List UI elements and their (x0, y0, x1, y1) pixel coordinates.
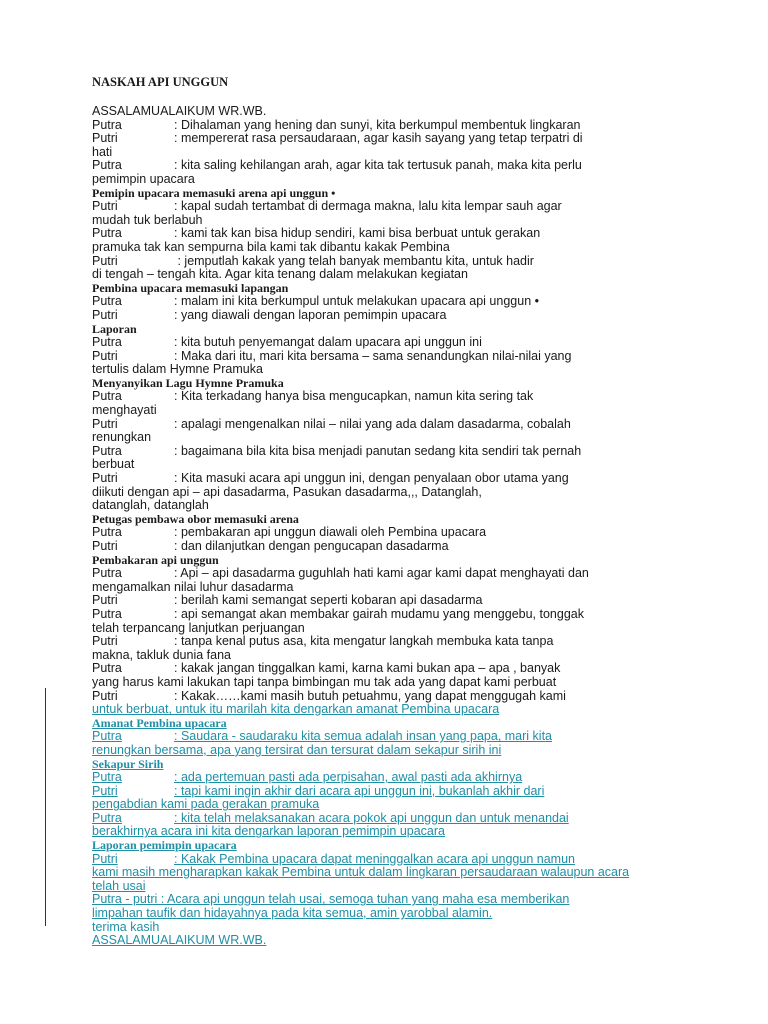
section-heading: Pemipin upacara memasuki arena api unggun • (92, 185, 336, 200)
line-text: : tapi kami ingin akhir dari acara api unggun ini, bukanlah akhir dari (174, 783, 545, 798)
line-text: : berilah kami semangat seperti kobaran api dasadarma (174, 593, 483, 608)
continuation-line (92, 214, 732, 228)
speaker-label: Putri (92, 348, 118, 363)
continuation-line (92, 676, 732, 690)
continuation-line (92, 934, 732, 948)
continuation-line (92, 241, 732, 255)
line-text: pemimpin upacara (92, 171, 195, 186)
dialogue-line (92, 472, 732, 486)
dialogue-line (92, 635, 732, 649)
continuation-line (92, 458, 732, 472)
line-text: : apalagi mengenalkan nilai – nilai yang ada dalam dasadarma, cobalah (174, 416, 571, 431)
line-text: renungkan bersama, apa yang tersirat dan tersurat dalam sekapur sirih ini (92, 742, 502, 757)
speaker-label: Putra (92, 606, 122, 621)
dialogue-line (92, 526, 732, 540)
document-title: NASKAH API UNGGUN (92, 75, 229, 89)
dialogue-line (92, 309, 732, 323)
line-text: telah terpancang lanjutkan perjuangan (92, 620, 305, 635)
dialogue-line (92, 608, 732, 622)
section-heading: Laporan (92, 321, 137, 336)
line-text: terima kasih (92, 919, 160, 934)
line-text: : jemputlah kakak yang telah banyak membantu kita, untuk hadir (174, 253, 534, 268)
continuation-line (92, 486, 732, 500)
line-text: berakhirnya acara ini kita dengarkan laporan pemimpin upacara (92, 824, 445, 839)
section-heading: Laporan pemimpin upacara (92, 838, 237, 853)
dialogue-line (92, 418, 732, 432)
speaker-label: Putra (92, 226, 122, 241)
dialogue-line (92, 350, 732, 364)
line-text: : Kakak……kami masih butuh petuahmu, yang dapat menggugah kami (174, 688, 566, 703)
dialogue-line (92, 119, 732, 133)
speaker-label: Putri (92, 131, 118, 146)
continuation-line (92, 649, 732, 663)
continuation-line (92, 363, 732, 377)
line-text: : dan dilanjutkan dengan pengucapan dasadarma (174, 539, 449, 553)
line-text: : kakak jangan tinggalkan kami, karna kami bukan apa – apa , banyak (174, 661, 561, 676)
line-text: : kita telah melaksanakan acara pokok api unggun dan untuk menandai (174, 810, 569, 825)
speaker-label: Putra (92, 158, 122, 173)
dialogue-line (92, 227, 732, 241)
continuation-line (92, 798, 732, 812)
dialogue-line (92, 662, 732, 676)
line-text: : tanpa kenal putus asa, kita mengatur langkah membuka kata tanpa (174, 634, 554, 649)
line-text: menghayati (92, 403, 157, 418)
section-heading: Sekapur Sirih (92, 756, 164, 771)
section-heading: Pembakaran api unggun (92, 552, 219, 567)
dialogue-line (92, 445, 732, 459)
dialogue-line (92, 812, 732, 826)
speaker-label: Putra (92, 389, 122, 404)
line-text: : mempererat rasa persaudaraan, agar kasih sayang yang tetap terpatri di (174, 131, 583, 146)
speaker-label: Putra (92, 770, 122, 785)
line-text: kami masih mengharapkan kakak Pembina untuk dalam lingkaran persaudaraan walaupun acara (92, 865, 630, 880)
line-text: hati (92, 144, 113, 159)
continuation-line (92, 893, 732, 907)
continuation-line (92, 880, 732, 894)
line-text: : malam ini kita berkumpul untuk melakukan upacara api unggun • (174, 294, 539, 309)
line-text: ASSALAMUALAIKUM WR.WB. (92, 933, 267, 948)
dialogue-line (92, 853, 732, 867)
dialogue-line (92, 730, 732, 744)
line-text: di tengah – tengah kita. Agar kita tenang dalam melakukan kegiatan (92, 267, 468, 282)
line-text: mengamalkan nilai luhur dasadarma (92, 579, 294, 594)
line-text: : Kita terkadang hanya bisa mengucapkan, namun kita sering tak (174, 389, 534, 404)
line-text: : kapal sudah tertambat di dermaga makna, lalu kita lempar sauh agar (174, 199, 562, 214)
line-text: tertulis dalam Hymne Pramuka (92, 362, 263, 377)
line-text: : yang diawali dengan laporan pemimpin upacara (174, 307, 447, 322)
line-text: berbuat (92, 457, 135, 472)
line-text: untuk berbuat, untuk itu marilah kita dengarkan amanat Pembina upacara (92, 702, 500, 717)
dialogue-line (92, 132, 732, 146)
speaker-label: Putra (92, 729, 122, 744)
continuation-line (92, 431, 732, 445)
speaker-label: Putri (92, 253, 118, 268)
line-text: telah usai (92, 878, 146, 893)
dialogue-line (92, 690, 732, 704)
speaker-label: Putri (92, 307, 118, 322)
line-text: pramuka tak kan sempurna bila kami tak dibantu kakak Pembina (92, 239, 450, 254)
line-text: : Api – api dasadarma guguhlah hati kami agar kami dapat menghayati dan (174, 566, 589, 581)
line-text: renungkan (92, 430, 152, 445)
section-heading: Menyanyikan Lagu Hymne Pramuka (92, 375, 284, 390)
section-heading: Amanat Pembina upacara (92, 715, 227, 730)
speaker-label: Putra (92, 294, 122, 309)
continuation-line (92, 907, 732, 921)
continuation-line (92, 404, 732, 418)
line-text: pengabdian kami pada gerakan pramuka (92, 797, 320, 812)
line-text: diikuti dengan api – api dasadarma, Pasukan dasadarma,,, Datanglah, (92, 484, 482, 499)
greeting: ASSALAMUALAIKUM WR.WB. (92, 104, 267, 118)
speaker-label: Putra (92, 117, 122, 132)
dialogue-line (92, 390, 732, 404)
continuation-line (92, 499, 732, 513)
speaker-label: Putri (92, 593, 118, 608)
line-text: datanglah, datanglah (92, 498, 209, 513)
continuation-line (92, 744, 732, 758)
document-page (92, 72, 732, 948)
dialogue-line (92, 159, 732, 173)
continuation-line (92, 703, 732, 717)
dialogue-line (92, 295, 732, 309)
speaker-label: Putri (92, 471, 118, 486)
speaker-label: Putri (92, 634, 118, 649)
dialogue-line (92, 594, 732, 608)
dialogue-line (92, 567, 732, 581)
speaker-label: Putri (92, 851, 118, 866)
dialogue-line (92, 540, 732, 554)
speaker-label: Putra (92, 443, 122, 458)
continuation-line (92, 268, 732, 282)
line-text: yang harus kami lakukan tapi tanpa bimbingan mu tak ada yang dapat kami perbuat (92, 674, 557, 689)
speaker-label: Putra (92, 810, 122, 825)
speaker-label: Putra (92, 335, 122, 350)
script-body (92, 119, 732, 948)
speaker-label: Putra (92, 566, 122, 581)
line-text: : api semangat akan membakar gairah mudamu yang menggebu, tonggak (174, 606, 584, 621)
continuation-line (92, 866, 732, 880)
line-text: : kita saling kehilangan arah, agar kita tak tertusuk panah, maka kita perlu (174, 158, 582, 173)
line-text: : Maka dari itu, mari kita bersama – sama senandungkan nilai-nilai yang (174, 348, 572, 363)
line-text: makna, takluk dunia fana (92, 647, 231, 662)
line-text: : kita butuh penyemangat dalam upacara api unggun ini (174, 335, 482, 350)
line-text: : Kita masuki acara api unggun ini, dengan penyalaan obor utama yang (174, 471, 569, 486)
dialogue-line (92, 336, 732, 350)
speaker-label: Putra (92, 525, 122, 540)
line-text: Putra - putri : Acara api unggun telah usai, semoga tuhan yang maha esa memberikan (92, 892, 570, 907)
line-text: limpahan taufik dan hidayahnya pada kita semua, amin yarobbal alamin. (92, 906, 493, 921)
speaker-label: Putri (92, 688, 118, 703)
continuation-line (92, 921, 732, 935)
dialogue-line (92, 771, 732, 785)
line-text: : pembakaran api unggun diawali oleh Pembina upacara (174, 525, 487, 540)
dialogue-line (92, 200, 732, 214)
section-heading: Pembina upacara memasuki lapangan (92, 280, 289, 295)
continuation-line (92, 146, 732, 160)
speaker-label: Putra (92, 661, 122, 676)
continuation-line (92, 825, 732, 839)
speaker-label: Putri (92, 783, 118, 798)
line-text: : bagaimana bila kita bisa menjadi panutan sedang kita sendiri tak pernah (174, 443, 582, 458)
dialogue-line (92, 785, 732, 799)
line-text: : kami tak kan bisa hidup sendiri, kami bisa berbuat untuk gerakan (174, 226, 541, 241)
speaker-label: Putri (92, 199, 118, 214)
line-text: : ada pertemuan pasti ada perpisahan, awal pasti ada akhirnya (174, 770, 523, 785)
continuation-line (92, 622, 732, 636)
line-text: : Kakak Pembina upacara dapat meninggalkan acara api unggun namun (174, 851, 575, 866)
line-text: mudah tuk berlabuh (92, 212, 203, 227)
continuation-line (92, 173, 732, 187)
continuation-line (92, 581, 732, 595)
section-heading: Petugas pembawa obor memasuki arena (92, 511, 299, 526)
speaker-label: Putri (92, 416, 118, 431)
speaker-label: Putri (92, 539, 118, 553)
dialogue-line (92, 255, 732, 269)
margin-change-bar (45, 688, 46, 926)
line-text: : Saudara - saudaraku kita semua adalah insan yang papa, mari kita (174, 729, 553, 744)
line-text: : Dihalaman yang hening dan sunyi, kita berkumpul membentuk lingkaran (174, 117, 581, 132)
